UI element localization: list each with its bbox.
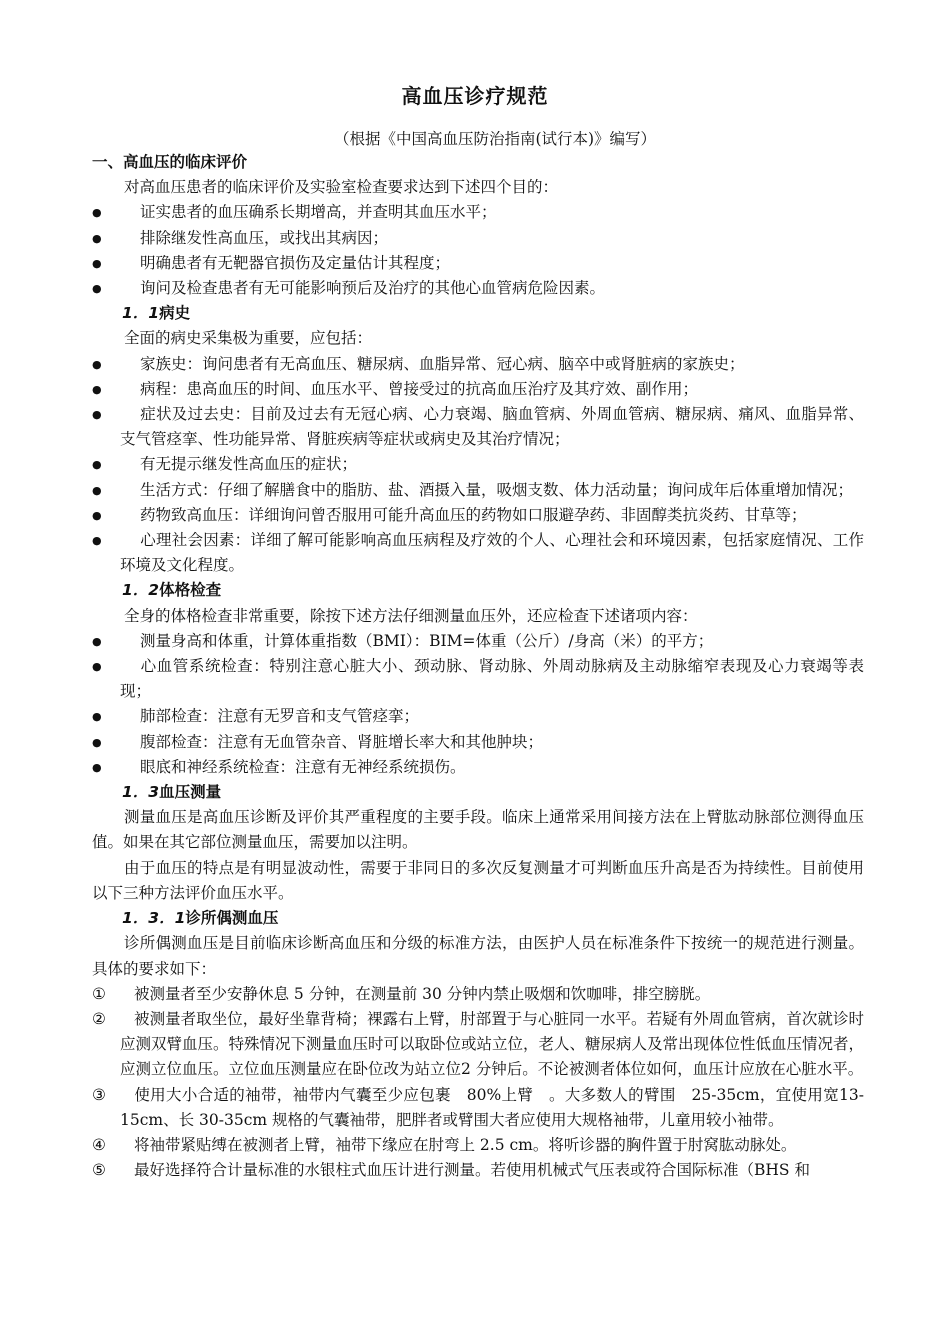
list-item-text: 有无提示继发性高血压的症状； [140,455,358,474]
section-1-3-1-intro: 诊所偶测血压是目前临床诊断高血压和分级的标准方法，由医护人员在标准条件下按统一的规范进行测量。具体的要求如下： [92,934,864,978]
list-item [92,629,864,654]
section-heading-1-3-1 [92,906,864,931]
bullet-icon: ● [92,408,102,422]
bullet-icon: ● [92,508,102,522]
section-1-2-list [92,629,864,780]
section-1-2-intro: 全身的体格检查非常重要，除按下述方法仔细测量血压外，还应检查下述诸项内容： [124,606,698,625]
bullet-icon: ● [92,483,102,497]
numbered-item-text: 被测量者取坐位，最好坐靠背椅；裸露右上臂，肘部置于与心脏同一水平。若疑有外周血管病，首次就诊时应测双臂血压。特殊情况下测量血压时可以取卧位或站立位，老人、糖尿病人及常出现体位性低血压情况者，应测立位血压。立位血压测量应在卧位改为站立位2 分钟后。不论被测者体位如何，血压计应放在心脏水平。 [120,1009,865,1079]
list-item [92,276,864,301]
list-item-text: 病程：患高血压的时间、血压水平、曾接受过的抗高血压治疗及其疗效、副作用； [140,379,699,398]
list-item-text: 腹部检查：注意有无血管杂音、肾脏增长率大和其他肿块； [140,732,544,751]
document-title: 高血压诊疗规范 [401,84,549,108]
bullet-icon: ● [92,282,102,296]
section-number: 1．3 [122,783,160,802]
list-item-text: 测量身高和体重，计算体重指数（BMI）：BIM=体重（公斤）/身高（米）的平方； [140,631,714,650]
numbered-item-text: 将袖带紧贴缚在被测者上臂，袖带下缘应在肘弯上 2.5 cm。将听诊器的胸件置于肘窝肱动脉处。 [134,1135,797,1154]
section-title: 诊所偶测血压 [185,909,279,928]
numbered-item-text: 被测量者至少安静休息 5 分钟，在测量前 30 分钟内禁止吸烟和饮咖啡，排空膀胱。 [134,984,711,1003]
bullet-icon: ● [92,382,102,396]
numbered-item [92,1133,864,1158]
numbered-item [92,1007,864,1083]
list-item [92,528,864,578]
list-item-text: 询问及检查患者有无可能影响预后及治疗的其他心血管病危险因素。 [140,279,606,298]
list-item-text: 症状及过去史：目前及过去有无冠心病、心力衰竭、脑血管病、外周血管病、糖尿病、痛风、血脂异常、支气管痉挛、性功能异常、肾脏疾病等症状或病史及其治疗情况； [120,405,864,449]
list-item-text: 生活方式：仔细了解膳食中的脂肪、盐、酒摄入量，吸烟支数、体力活动量；询问成年后体重增加情况； [140,480,854,499]
numbered-item-text: 使用大小合适的袖带，袖带内气囊至少应包裹 80%上臂 。大多数人的臂围 25-35cm，宜使用宽13-15cm、长 30-35cm 规格的气囊袖带，肥胖者或臂围大者应使用大规格袖带，儿童用较小袖带。 [120,1085,864,1129]
list-item-text: 肺部检查：注意有无罗音和支气管痉挛； [140,707,420,726]
bullet-icon: ● [92,231,102,245]
section-1-list [92,200,864,301]
section-heading-1-2 [92,578,864,603]
bullet-icon: ● [92,760,102,774]
bullet-icon: ● [92,206,102,220]
item-number: ⑤ [92,1161,106,1180]
section-1-1-intro: 全面的病史采集极为重要，应包括： [124,329,373,348]
item-number: ① [92,984,106,1003]
numbered-item [92,1083,864,1133]
list-item [92,402,864,452]
list-item-text: 心理社会因素：详细了解可能影响高血压病程及疗效的个人、心理社会和环境因素，包括家庭情况、工作环境及文化程度。 [120,531,864,575]
section-heading-1-3 [92,780,864,805]
list-item [92,654,864,704]
list-item-text: 明确患者有无靶器官损伤及定量估计其程度； [140,253,451,272]
document-body [92,150,864,1183]
item-number: ② [92,1009,106,1028]
list-item [92,200,864,225]
section-1-1-list [92,352,864,579]
list-item [92,755,864,780]
list-item [92,452,864,477]
item-number: ④ [92,1135,106,1154]
numbered-item [92,1158,864,1183]
numbered-item-text: 最好选择符合计量标准的水银柱式血压计进行测量。若使用机械式气压表或符合国际标准（BHS 和 [134,1161,810,1180]
bullet-icon: ● [92,534,102,548]
section-heading-1-1 [92,301,864,326]
section-number: 1．1 [122,304,160,323]
list-item-text: 药物致高血压：详细询问曾否服用可能升高血压的药物如口服避孕药、非固醇类抗炎药、甘草等； [140,505,807,524]
section-1-3-para-1: 测量血压是高血压诊断及评价其严重程度的主要手段。临床上通常采用间接方法在上臂肱动脉部位测得血压值。如果在其它部位测量血压，需要加以注明。 [92,808,864,852]
list-item-text: 证实患者的血压确系长期增高，并查明其血压水平； [140,203,497,222]
section-number: 1．2 [122,581,160,600]
section-1-intro: 对高血压患者的临床评价及实验室检查要求达到下述四个目的： [124,178,559,197]
section-1-3-para-2: 由于血压的特点是有明显波动性，需要于非同日的多次反复测量才可判断血压升高是否为持续性。目前使用以下三种方法评价血压水平。 [92,858,864,902]
bullet-icon: ● [92,660,102,674]
list-item-text: 排除继发性高血压，或找出其病因； [140,228,389,247]
document-subtitle: （根据《中国高血压防治指南(试行本)》编写） [333,130,657,148]
list-item [92,352,864,377]
section-title: 病史 [159,304,191,323]
bullet-icon: ● [92,634,102,648]
list-item [92,478,864,503]
section-1-3-1-list [92,982,864,1184]
list-item [92,226,864,251]
list-item [92,704,864,729]
item-number: ③ [92,1085,106,1104]
bullet-icon: ● [92,458,102,472]
list-item [92,503,864,528]
list-item [92,251,864,276]
list-item [92,730,864,755]
section-title: 血压测量 [159,783,222,802]
list-item [92,377,864,402]
bullet-icon: ● [92,357,102,371]
bullet-icon: ● [92,256,102,270]
list-item-text: 心血管系统检查：特别注意心脏大小、颈动脉、肾动脉、外周动脉病及主动脉缩窄表现及心力衰竭等表现； [120,657,864,701]
section-title: 体格检查 [159,581,222,600]
list-item-text: 眼底和神经系统检查：注意有无神经系统损伤。 [140,757,466,776]
bullet-icon: ● [92,735,102,749]
section-number: 1．3．1 [122,909,186,928]
section-heading-1: 一、高血压的临床评价 [92,153,248,171]
list-item-text: 家族史：询问患者有无高血压、糖尿病、血脂异常、冠心病、脑卒中或肾脏病的家族史； [140,354,745,373]
numbered-item [92,982,864,1007]
bullet-icon: ● [92,710,102,724]
